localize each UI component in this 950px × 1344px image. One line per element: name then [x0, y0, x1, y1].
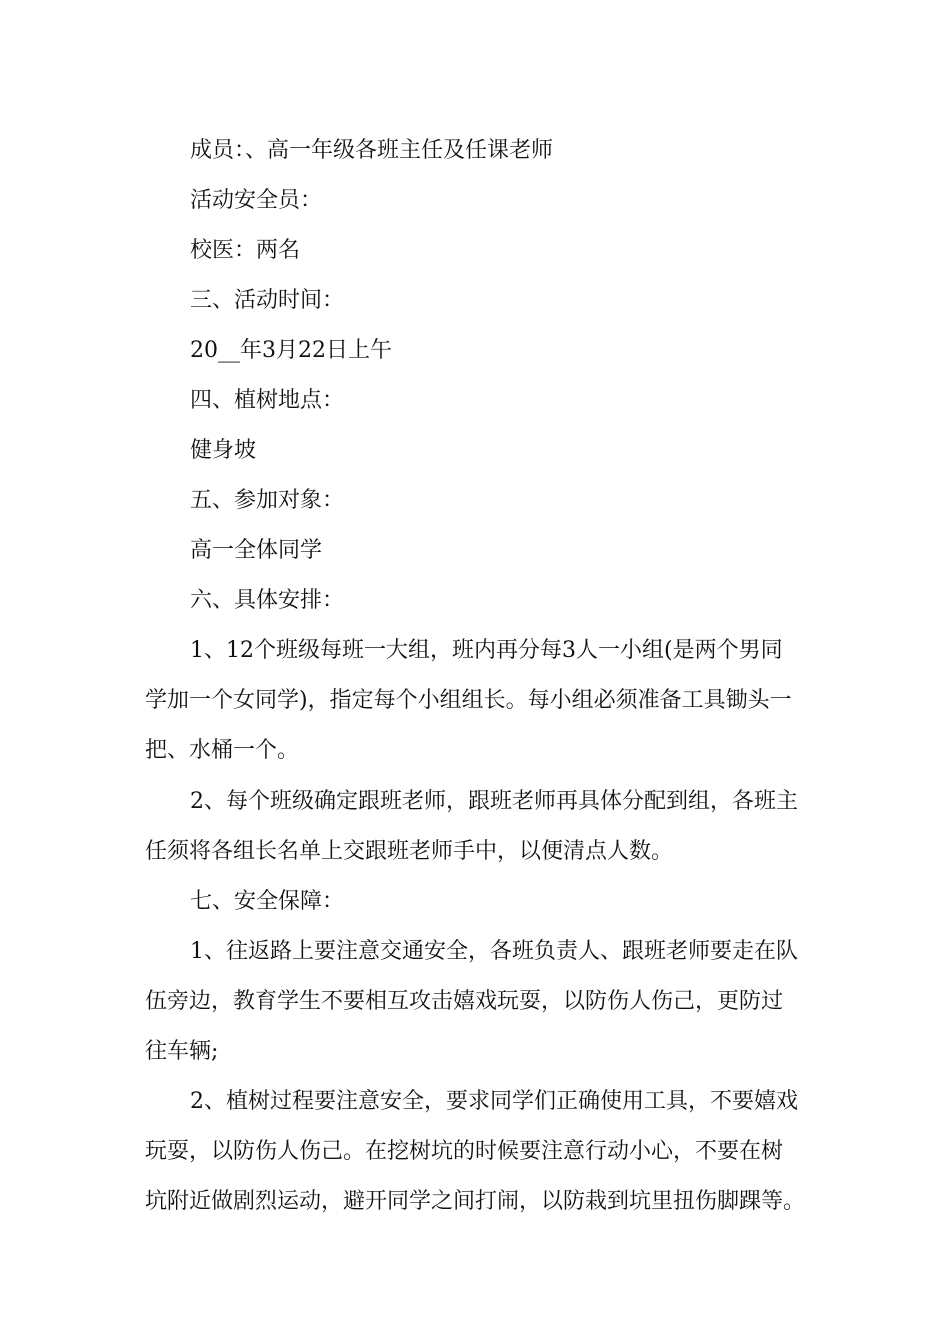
arrangement-item-1-line-2: 学加一个女同学)，指定每个小组组长。每小组必须准备工具锄头一 [145, 688, 792, 713]
activity-time: 20__年3月22日上午 [190, 338, 392, 363]
arrangement-item-2-line-1: 2、每个班级确定跟班老师，跟班老师再具体分配到组，各班主 [190, 789, 798, 814]
section-7-heading: 七、安全保障： [190, 889, 345, 914]
section-5-heading: 五、参加对象： [190, 488, 345, 513]
arrangement-item-2-line-2: 任须将各组长名单上交跟班老师手中，以便清点人数。 [145, 839, 674, 864]
safety-item-2-line-2: 玩耍，以防伤人伤己。在挖树坑的时候要注意行动小心，不要在树 [145, 1139, 784, 1164]
arrangement-item-1-line-1: 1、12个班级每班一大组，班内再分每3人一小组(是两个男同 [190, 638, 783, 663]
section-4-heading: 四、植树地点： [190, 388, 345, 413]
planting-location: 健身坡 [190, 438, 257, 463]
section-6-heading: 六、具体安排： [190, 588, 345, 613]
doctors-line: 校医：两名 [190, 238, 301, 263]
section-3-heading: 三、活动时间： [190, 288, 345, 313]
members-line: 成员：、高一年级各班主任及任课老师 [190, 138, 554, 163]
safety-item-2-line-1: 2、植树过程要注意安全，要求同学们正确使用工具，不要嬉戏 [190, 1089, 798, 1114]
safety-item-1-line-1: 1、往返路上要注意交通安全，各班负责人、跟班老师要走在队 [190, 939, 798, 964]
participants: 高一全体同学 [190, 538, 323, 563]
safety-item-1-line-3: 往车辆; [145, 1039, 219, 1064]
safety-officer-line: 活动安全员： [190, 188, 323, 213]
safety-item-2-line-3: 坑附近做剧烈运动，避开同学之间打闹，以防栽到坑里扭伤脚踝等。 [145, 1189, 806, 1214]
safety-item-1-line-2: 伍旁边，教育学生不要相互攻击嬉戏玩耍，以防伤人伤己，更防过 [145, 989, 784, 1014]
arrangement-item-1-line-3: 把、水桶一个。 [145, 738, 300, 763]
